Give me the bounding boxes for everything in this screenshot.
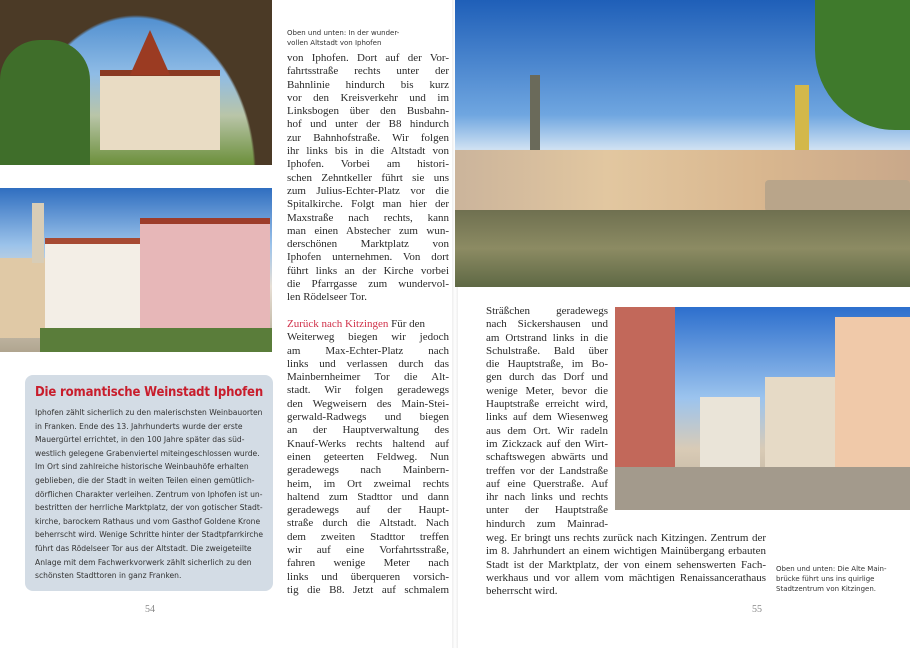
photo-kitzingen-marketplace (615, 307, 910, 510)
infobox-line: Im Ort sind zahlreiche historische Weinbauhöfe erhalten (35, 462, 249, 472)
infobox-title: Die romantische Weinstadt Iphofen (35, 385, 263, 400)
text-line: von Iphofen. Dort auf der Vor- (287, 52, 449, 64)
text-line: links und verlassen durch das (287, 357, 449, 370)
text-line: nach Sickershausen und (486, 318, 608, 331)
text-line: die Hauptstraße, im Bo- (486, 358, 608, 371)
infobox-line: führt das Rödelseer Tor aus der Altstadt. Die zweigeteilte (35, 543, 252, 553)
infobox-line: geblieben, die der Stadt in weiten Teilen einen gemütlich- (35, 475, 255, 485)
text-line: derschönen Marktplatz von (287, 238, 449, 251)
caption-line: vollen Altstadt von Iphofen (287, 39, 382, 47)
text-line: im 8. Jahrhundert an einem wichtigen Mainübergang erbauten (486, 545, 766, 558)
left-column-section (287, 318, 449, 597)
text-line: an der Hauptverwaltung des (287, 424, 449, 437)
text-line: zur Bahnhofstraße. Wir folgen (287, 131, 449, 144)
page-number-left: 54 (145, 604, 155, 615)
text-line: Hauptstraße erreicht wird, (486, 398, 608, 411)
text-line: vor den Kreisverkehr und im (287, 91, 449, 104)
text-line: den Wegweisern des Main-Stei- (287, 397, 449, 410)
text-line: links und überqueren vorsich- (287, 570, 449, 583)
section-text: Für den (391, 318, 426, 330)
photo-iphofen-marketplace (0, 188, 272, 352)
text-line: straße durch die Altstadt. Nach (287, 517, 449, 530)
caption-line: Oben und unten: Die Alte Main- (776, 565, 887, 573)
right-wide-text (486, 532, 766, 598)
photo-kitzingen-main-bridge (455, 0, 910, 287)
text-line: ihr links bis in die Altstadt von (287, 145, 449, 158)
text-line: zum Julius-Echter-Platz vor die (287, 184, 449, 197)
text-line: weg. Er bringt uns rechts zurück nach Kitzingen. Zentrum der (486, 532, 766, 544)
text-line: Sträßchen geradewegs (486, 305, 608, 317)
infobox-line: Mauergürtel errichtet, in den 100 Jahre später das süd- (35, 435, 245, 445)
infobox-line: in Franken. Ende des 13. Jahrhunderts wurde der erste (35, 421, 243, 431)
text-line: schen Zehntkeller führt sie uns (287, 171, 449, 184)
text-line: heim, im Ort zweimal rechts (287, 477, 449, 490)
text-line: Mainbernheimer Tor die Alt- (287, 371, 449, 384)
text-line: Stadt ist der Marktplatz, der von einem sehenswerten Fach- (486, 558, 766, 571)
infobox-line: Anlage mit dem Fachwerkvorwerk zählt sicherlich zu den (35, 557, 252, 567)
caption-kitzingen (776, 564, 887, 594)
text-line: stadt. Wir folgen geradewegs (287, 384, 449, 397)
text-line: hindurch zum Mainrad- (486, 517, 608, 530)
text-line: Knauf-Werks rechts haltend auf (287, 437, 449, 450)
text-line: ihr nach links und rechts (486, 491, 608, 504)
text-line: schaftswegen abwärts und (486, 451, 608, 464)
text-line: unter der Hauptstraße (486, 504, 608, 517)
infobox-line: schönsten Stadttoren in ganz Franken. (35, 571, 182, 581)
text-line: Spitalkirche. Folgt man hier der (287, 198, 449, 211)
infobox-line: kirche, barockem Rathaus und vom Gasthof Goldene Krone (35, 516, 261, 526)
infobox-line: dörflichen Charakter verleihen. Zentrum von Iphofen ist un- (35, 489, 263, 499)
caption-line: brücke führt uns ins quirlige (776, 575, 875, 583)
text-line: Iphofen. Vorbei am histori- (287, 158, 449, 171)
text-line: treffen vor der Landstraße (486, 464, 608, 477)
text-line: man einen Abstecher zum wun- (287, 224, 449, 237)
infobox-line: westlich gelegene Grabenviertel miteingeschlossen wurde. (35, 448, 260, 458)
text-line: Iphofen unternehmen. Von dort (287, 251, 449, 264)
text-line: gen durch das Dorf und (486, 371, 608, 384)
text-line: geradewegs auf der Haupt- (287, 504, 449, 517)
text-line: links auf dem Wiesenweg (486, 411, 608, 424)
text-line: dem zweiten Stadttor treffen (287, 530, 449, 543)
text-line: führt links an der Kirche vorbei (287, 264, 449, 277)
text-line: aus dem Ort. Wir radeln (486, 424, 608, 437)
text-line: hof und unter der B8 hindurch (287, 118, 449, 131)
text-line: Schulstraße. Bald über (486, 344, 608, 357)
text-line: fahren wenige Meter nach (287, 557, 449, 570)
text-line: len Rödelseer Tor. (287, 291, 367, 304)
text-line: Maxstraße nach rechts, kann (287, 211, 449, 224)
infobox-line: beherrscht wird. Wenige Schritte hinter der Stadtpfarrkirche (35, 530, 263, 540)
text-line: Weiterweg biegen wir jedoch (287, 331, 449, 344)
caption-line: Oben und unten: In der wunder- (287, 29, 400, 37)
left-column-text (287, 52, 449, 305)
text-line: fahrtsstraße rechts unter der (287, 65, 449, 78)
text-line: im Zickzack auf den Wirt- (486, 437, 608, 450)
caption-line: Stadtzentrum von Kitzingen. (776, 585, 877, 593)
text-line: haltend zum Stadttor und dann (287, 490, 449, 503)
text-line: beherrscht wird. (486, 585, 558, 598)
caption-iphofen (287, 28, 399, 48)
page-number-right: 55 (752, 604, 762, 615)
text-line: einen geteerten Feldweg. Nun (287, 450, 449, 463)
text-line: wenige Meter, bevor die (486, 384, 608, 397)
right-column-text (486, 305, 608, 531)
infobox-iphofen (25, 375, 273, 591)
text-line: geradewegs nach Mainbern- (287, 464, 449, 477)
text-line: werkhaus und vor allem vom mächtigen Renaissancerathaus (486, 571, 766, 584)
text-line: tig die B8. Jetzt auf schmalem (287, 583, 449, 596)
infobox-line: bestritten der herrliche Marktplatz, der von gotischer Stadt- (35, 503, 263, 513)
text-line: Linksbogen über den Busbahn- (287, 105, 449, 118)
text-line: wir auf eine Vorfahrtsstraße, (287, 544, 449, 557)
text-line: am Ortstrand links in die (486, 331, 608, 344)
text-line: gerwald-Radwegs und biegen (287, 411, 449, 424)
photo-roedelseer-tor (0, 0, 272, 165)
section-heading: Zurück nach Kitzingen (287, 318, 389, 330)
text-line: Bahnlinie hindurch bis kurz (287, 78, 449, 91)
text-line: auf eine Querstraße. Auf (486, 477, 608, 490)
section-first-line (287, 318, 449, 331)
text-line: am Max-Echter-Platz nach (287, 344, 449, 357)
infobox-line: Iphofen zählt sicherlich zu den malerischsten Weinbauorten (35, 408, 263, 417)
text-line: die Pfarrgasse zum wundervol- (287, 278, 449, 291)
